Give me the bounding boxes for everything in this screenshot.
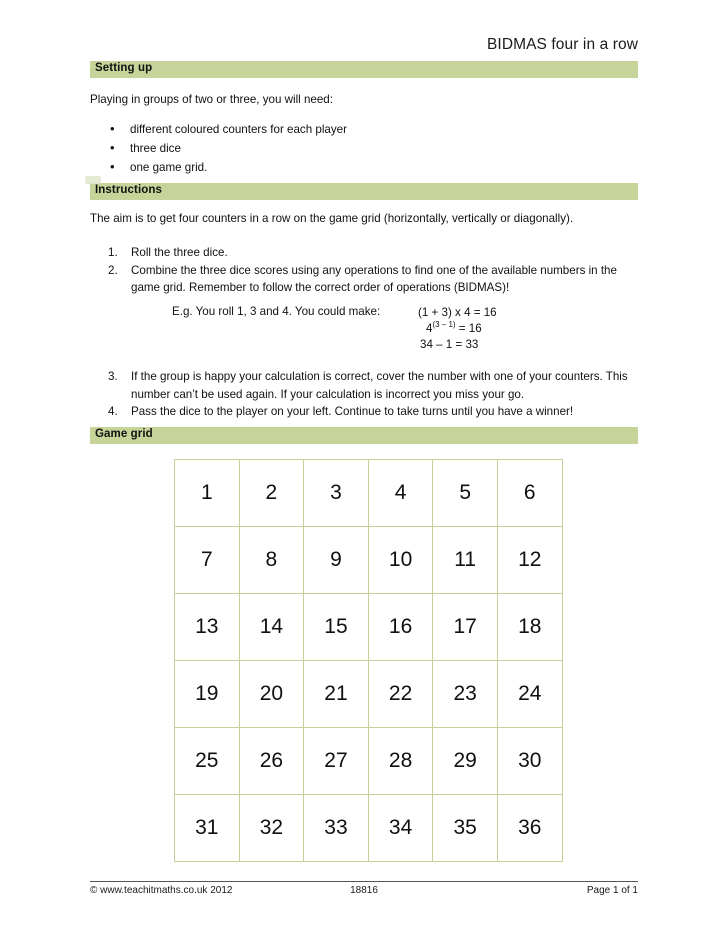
materials-list xyxy=(90,120,638,177)
example-equation-1: (1 + 3) x 4 = 16 xyxy=(418,306,497,319)
step-text: Combine the three dice scores using any operations to find one of the available numbers in the game grid. Remember to follow the correct order of operations (BIDMAS)! xyxy=(131,263,617,294)
grid-cell[interactable]: 35 xyxy=(433,795,498,862)
list-item: • three dice xyxy=(90,139,638,158)
table-row xyxy=(175,594,563,661)
grid-cell[interactable]: 17 xyxy=(433,594,498,661)
grid-cell[interactable]: 15 xyxy=(304,594,369,661)
grid-cell[interactable]: 14 xyxy=(239,594,304,661)
grid-cell[interactable]: 36 xyxy=(497,795,562,862)
step-text: If the group is happy your calculation is correct, cover the number with one of your counters. This number can’t be used again. If your calculation is incorrect you miss your go. xyxy=(131,370,628,401)
game-grid-table xyxy=(174,459,563,862)
grid-cell[interactable]: 2 xyxy=(239,460,304,527)
grid-cell[interactable]: 8 xyxy=(239,527,304,594)
grid-cell[interactable]: 18 xyxy=(497,594,562,661)
list-item: • one game grid. xyxy=(90,158,638,177)
example-equation-2-base: 4 xyxy=(426,322,433,335)
example-equation-2-rest: = 16 xyxy=(455,322,482,335)
grid-cell[interactable]: 22 xyxy=(368,661,433,728)
page-title: BIDMAS four in a row xyxy=(486,36,638,53)
footer-copyright: © www.teachitmaths.co.uk 2012 xyxy=(90,885,233,896)
grid-cell[interactable]: 10 xyxy=(368,527,433,594)
setting-up-intro: Playing in groups of two or three, you will need: xyxy=(90,93,333,106)
example-equation-2 xyxy=(418,321,497,337)
list-item: • different coloured counters for each player xyxy=(90,120,638,139)
grid-cell[interactable]: 32 xyxy=(239,795,304,862)
step-number: 2. xyxy=(108,263,118,277)
instructions-intro: The aim is to get four counters in a row on the game grid (horizontally, vertically or diagonally). xyxy=(90,212,574,225)
instructions-steps-top xyxy=(90,244,638,297)
game-grid-container xyxy=(174,459,556,855)
grid-cell[interactable]: 13 xyxy=(175,594,240,661)
grid-cell[interactable]: 31 xyxy=(175,795,240,862)
grid-cell[interactable]: 34 xyxy=(368,795,433,862)
step-text: Roll the three dice. xyxy=(131,246,228,259)
instruction-step xyxy=(90,368,638,403)
footer-reference: 18816 xyxy=(350,885,378,896)
grid-cell[interactable]: 21 xyxy=(304,661,369,728)
table-row xyxy=(175,460,563,527)
grid-cell[interactable]: 3 xyxy=(304,460,369,527)
footer-divider xyxy=(90,881,638,882)
example-equation-3: 34 – 1 = 33 xyxy=(420,338,479,351)
grid-cell[interactable]: 33 xyxy=(304,795,369,862)
step-number: 1. xyxy=(108,246,118,259)
grid-cell[interactable]: 20 xyxy=(239,661,304,728)
grid-cell[interactable]: 27 xyxy=(304,728,369,795)
grid-cell[interactable]: 5 xyxy=(433,460,498,527)
table-row xyxy=(175,728,563,795)
example-equation-2-exponent: (3 – 1) xyxy=(432,320,456,330)
table-row xyxy=(175,795,563,862)
step-number: 4. xyxy=(108,405,118,418)
grid-cell[interactable]: 16 xyxy=(368,594,433,661)
footer-page-number: Page 1 of 1 xyxy=(586,885,638,896)
section-header-instructions xyxy=(90,183,638,200)
grid-cell[interactable]: 11 xyxy=(433,527,498,594)
instruction-step xyxy=(90,262,638,297)
example-equations xyxy=(418,305,497,353)
grid-cell[interactable]: 26 xyxy=(239,728,304,795)
grid-cell[interactable]: 12 xyxy=(497,527,562,594)
grid-cell[interactable]: 9 xyxy=(304,527,369,594)
instruction-step xyxy=(90,244,638,262)
table-row xyxy=(175,661,563,728)
instruction-step xyxy=(90,403,638,421)
grid-cell[interactable]: 28 xyxy=(368,728,433,795)
grid-cell[interactable]: 29 xyxy=(433,728,498,795)
step-number: 3. xyxy=(108,370,118,383)
instructions-steps-bottom xyxy=(90,368,638,421)
section-header-game-grid xyxy=(90,427,638,444)
grid-cell[interactable]: 30 xyxy=(497,728,562,795)
section-header-game-grid-label: Game grid xyxy=(95,428,153,440)
section-header-setting-up-label: Setting up xyxy=(95,62,153,74)
grid-cell[interactable]: 4 xyxy=(368,460,433,527)
grid-cell[interactable]: 23 xyxy=(433,661,498,728)
page-footer xyxy=(90,885,638,901)
table-row xyxy=(175,527,563,594)
example-lead-text: E.g. You roll 1, 3 and 4. You could make: xyxy=(172,305,381,318)
grid-cell[interactable]: 25 xyxy=(175,728,240,795)
grid-cell[interactable]: 1 xyxy=(175,460,240,527)
scan-artifact xyxy=(85,176,101,184)
grid-cell[interactable]: 7 xyxy=(175,527,240,594)
section-header-instructions-label: Instructions xyxy=(95,184,163,196)
section-header-setting-up xyxy=(90,61,638,78)
grid-cell[interactable]: 24 xyxy=(497,661,562,728)
grid-cell[interactable]: 19 xyxy=(175,661,240,728)
step-text: Pass the dice to the player on your left. Continue to take turns until you have a winner! xyxy=(131,405,574,418)
grid-cell[interactable]: 6 xyxy=(497,460,562,527)
